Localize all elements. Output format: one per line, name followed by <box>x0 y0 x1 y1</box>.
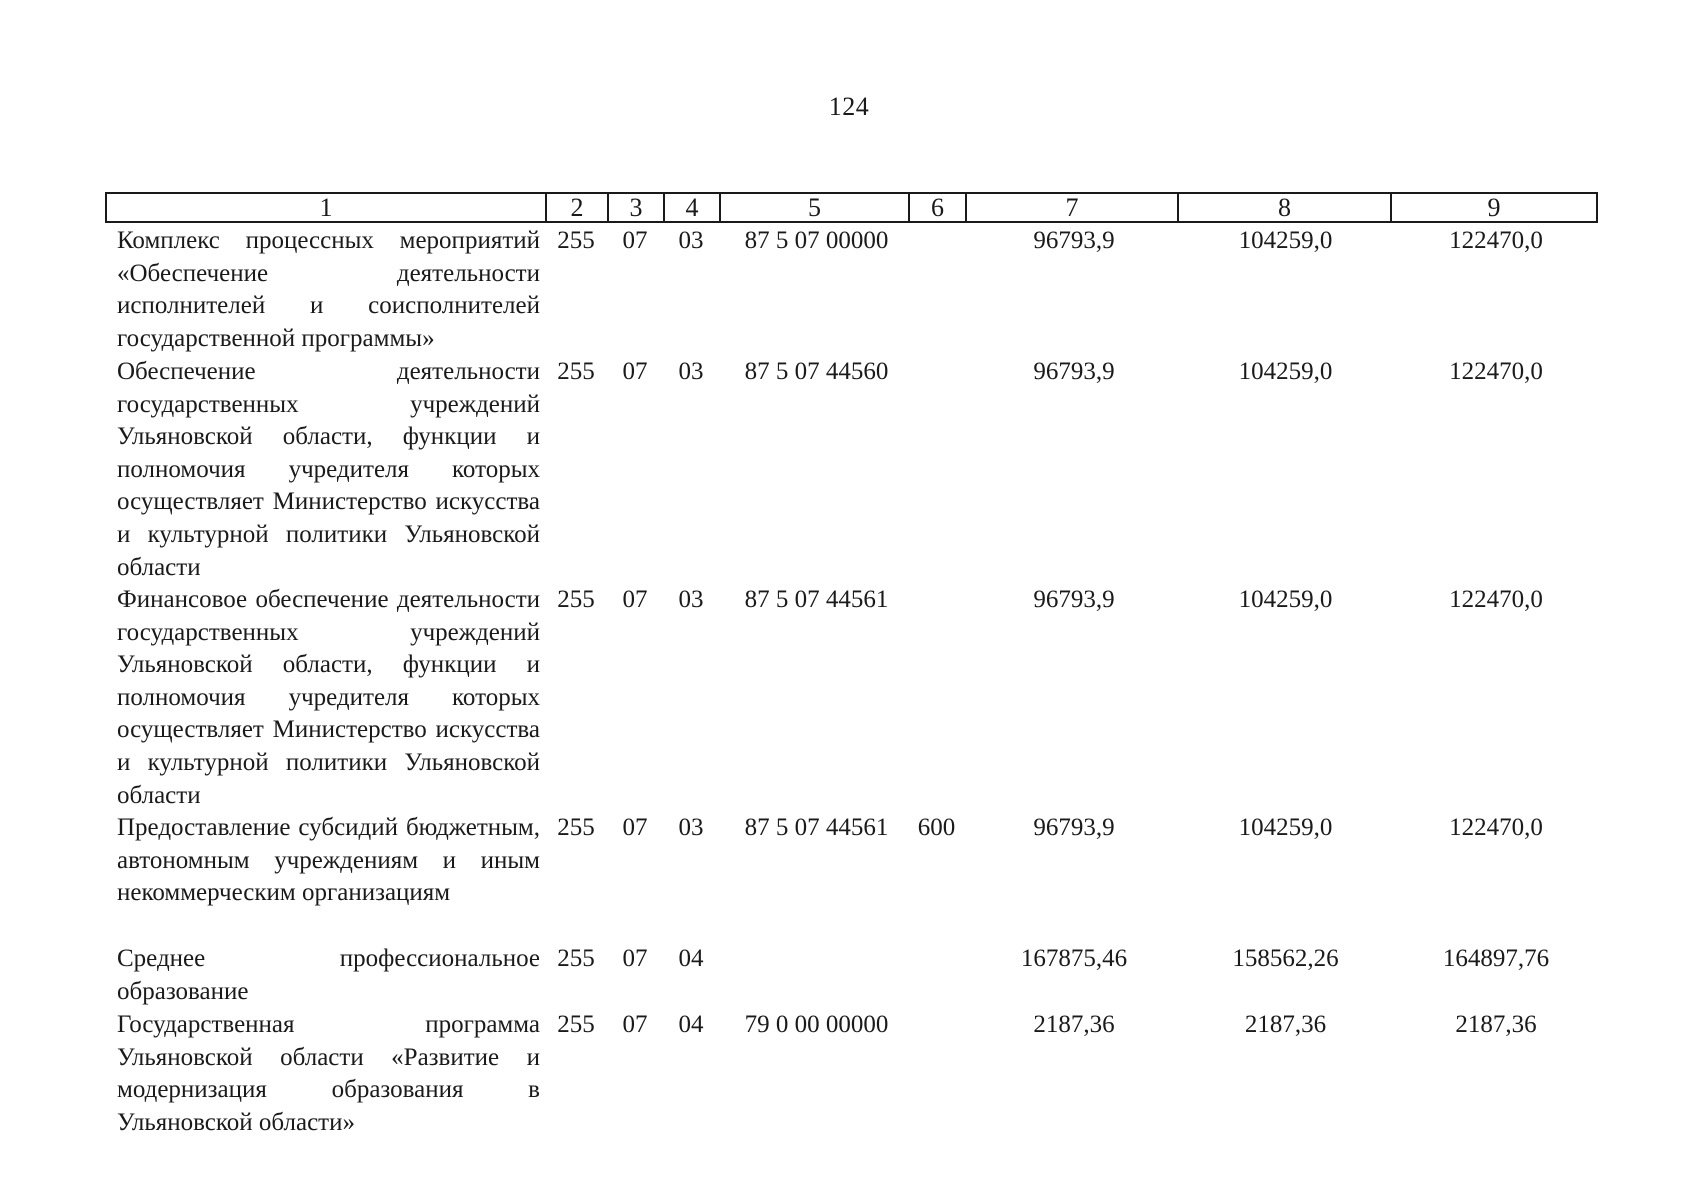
table-row <box>105 943 1598 1009</box>
cell-col-6 <box>908 584 965 812</box>
cell-col-8: 104259,0 <box>1238 814 1333 841</box>
cell-col-9: 122470,0 <box>1449 227 1543 254</box>
cell-col-7: 96793,9 <box>1033 227 1115 254</box>
header-col-9: 9 <box>1487 193 1501 222</box>
cell-col-4: 04 <box>678 1011 704 1038</box>
cell-col-5: 87 5 07 44560 <box>744 358 889 385</box>
cell-col-3: 07 <box>622 945 648 972</box>
cell-col-4: 04 <box>678 945 704 972</box>
cell-col-8: 2187,36 <box>1244 1011 1327 1038</box>
table-header <box>105 192 1598 223</box>
cell-col-7: 96793,9 <box>1033 586 1115 613</box>
table-body <box>105 225 1598 1140</box>
header-col-8: 8 <box>1179 194 1392 221</box>
row-name: Обеспечение деятельности государственных учреждений Ульяновской области, функции и полномочия учредителя которых осуществляет Министерство искусства и культурной политики Ульяновской области <box>117 358 540 581</box>
cell-col-2: 255 <box>557 814 595 841</box>
header-col-6: 6 <box>910 194 967 221</box>
cell-col-9: 2187,36 <box>1455 1011 1537 1038</box>
cell-col-6 <box>908 356 965 584</box>
header-col-2: 2 <box>547 194 609 221</box>
row-name: Среднее профессиональное образование <box>117 945 540 1005</box>
cell-col-3: 07 <box>622 586 648 613</box>
cell-col-5: 87 5 07 44561 <box>744 586 889 613</box>
cell-col-3: 07 <box>622 358 648 385</box>
cell-col-6 <box>908 943 965 1009</box>
cell-col-4: 03 <box>678 358 704 385</box>
row-name: Финансовое обеспечение деятельности государственных учреждений Ульяновской области, функции и полномочия учредителя которых осуществляет Министерство искусства и культурной политики Ульяновской области <box>117 586 540 809</box>
cell-col-5: 87 5 07 44561 <box>744 814 889 841</box>
cell-col-8: 104259,0 <box>1238 586 1333 613</box>
header-col-1: 1 <box>107 194 547 221</box>
cell-col-2: 255 <box>557 358 595 385</box>
cell-col-5 <box>719 943 908 1009</box>
table-row <box>105 812 1598 943</box>
cell-col-3: 07 <box>622 227 648 254</box>
header-col-5: 5 <box>721 194 910 221</box>
cell-col-9: 122470,0 <box>1449 586 1543 613</box>
cell-col-7: 167875,46 <box>1020 945 1128 972</box>
page-number <box>0 92 1696 122</box>
cell-col-3: 07 <box>622 1011 648 1038</box>
cell-col-2: 255 <box>557 227 595 254</box>
cell-col-5: 87 5 07 00000 <box>744 227 889 254</box>
header-col-3: 3 <box>609 194 665 221</box>
cell-col-6 <box>908 225 965 356</box>
cell-col-2: 255 <box>557 945 595 972</box>
page-number-text: 124 <box>828 92 870 121</box>
cell-col-9: 122470,0 <box>1449 358 1543 385</box>
table-row <box>105 1009 1598 1140</box>
cell-col-6: 600 <box>917 814 956 841</box>
header-col-7: 7 <box>967 194 1179 221</box>
table-row <box>105 225 1598 356</box>
cell-col-8: 158562,26 <box>1232 945 1339 972</box>
row-name: Комплекс процессных мероприятий «Обеспечение деятельности исполнителей и соисполнителей государственной программы» <box>117 227 540 352</box>
cell-col-4: 03 <box>678 586 704 613</box>
row-name: Государственная программа Ульяновской области «Развитие и модернизация образования в Ульяновской области» <box>117 1011 540 1136</box>
cell-col-2: 255 <box>557 1011 595 1038</box>
cell-col-3: 07 <box>622 814 648 841</box>
cell-col-4: 03 <box>678 814 704 841</box>
cell-col-6 <box>908 1009 965 1140</box>
cell-col-7: 96793,9 <box>1033 358 1115 385</box>
cell-col-8: 104259,0 <box>1238 358 1333 385</box>
table-row <box>105 356 1598 584</box>
cell-col-5: 79 0 00 00000 <box>744 1011 889 1038</box>
cell-col-7: 2187,36 <box>1033 1011 1115 1038</box>
cell-col-7: 96793,9 <box>1033 814 1115 841</box>
cell-col-8: 104259,0 <box>1238 227 1333 254</box>
table-row <box>105 584 1598 812</box>
cell-col-4: 03 <box>678 227 704 254</box>
cell-col-2: 255 <box>557 586 595 613</box>
cell-col-9: 164897,76 <box>1442 945 1550 972</box>
cell-col-9: 122470,0 <box>1449 814 1543 841</box>
header-col-4: 4 <box>665 194 721 221</box>
row-name: Предоставление субсидий бюджетным, автономным учреждениям и иным некоммерческим организациям <box>117 814 540 907</box>
